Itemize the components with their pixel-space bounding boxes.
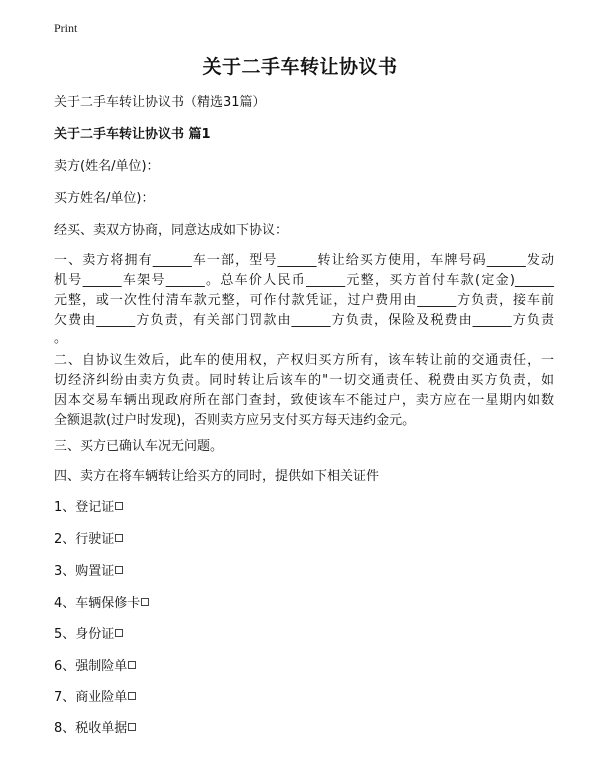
missing-glyph-icon	[141, 598, 149, 606]
missing-glyph-icon	[115, 629, 123, 637]
list-item	[54, 593, 554, 614]
intro-paragraph: 经买、卖双方协商，同意达成如下协议：	[54, 223, 289, 238]
section-heading: 关于二手车转让协议书 篇1	[54, 127, 211, 142]
missing-glyph-icon	[128, 661, 136, 669]
list-item	[54, 718, 554, 739]
list-item-label: 6、强制险单	[54, 659, 128, 674]
list-item-label: 4、车辆保修卡	[54, 596, 141, 611]
list-item-label: 1、登记证	[54, 500, 115, 515]
print-link[interactable]: Print	[54, 21, 78, 35]
document-subtitle: 关于二手车转让协议书（精选31篇）	[54, 95, 266, 110]
list-item-label: 7、商业险单	[54, 690, 128, 705]
document-title: 关于二手车转让协议书	[202, 56, 398, 78]
list-item-label: 3、购置证	[54, 564, 115, 579]
list-item-label: 2、行驶证	[54, 532, 115, 547]
list-item-label: 8、税收单据	[54, 721, 128, 736]
buyer-line: 买方姓名/单位)：	[54, 191, 155, 206]
list-item	[54, 561, 554, 582]
list-item	[54, 624, 554, 645]
clause2-line: 切经济纠纷由卖方负责。同时转让后该车的"一切交通责任、税费由买方负责，如	[54, 373, 554, 388]
list-item	[54, 497, 554, 518]
clause2-line: 二、自协议生效后，此车的使用权，产权归买方所有，该车转让前的交通责任，一	[54, 353, 554, 368]
clause4-paragraph: 四、卖方在将车辆转让给买方的同时，提供如下相关证件	[54, 469, 380, 484]
missing-glyph-icon	[128, 723, 136, 731]
clause3-paragraph: 三、买方已确认车况无问题。	[54, 439, 224, 454]
list-item	[54, 656, 554, 677]
missing-glyph-icon	[115, 566, 123, 574]
seller-line: 卖方(姓名/单位)：	[54, 159, 160, 174]
missing-glyph-icon	[115, 534, 123, 542]
clause1-line: 一、卖方将拥有______车一部，型号______转让给买方使用，车牌号码______发动	[54, 253, 554, 268]
clause1-line: 欠费由______方负责，有关部门罚款由______方负责，保险及税费由______方负责	[54, 313, 554, 328]
clause2-line: 全额退款(过户时发现)，否则卖方应另支付买方每天违约金元。	[54, 413, 416, 428]
clause2-line: 因本交易车辆出现政府所在部门查封，致使该车不能过户，卖方应在一星期内如数	[54, 393, 554, 408]
list-item	[54, 529, 554, 550]
clause1-line: 元整，或一次性付清车款元整，可作付款凭证，过户费用由______方负责，接车前	[54, 293, 554, 308]
clause1-line: 机号______车架号______。总车价人民币______元整，买方首付车款(定金)______	[54, 273, 554, 288]
clause1-line: 。	[54, 331, 68, 346]
list-item-label: 5、身份证	[54, 627, 115, 642]
missing-glyph-icon	[128, 692, 136, 700]
missing-glyph-icon	[115, 502, 123, 510]
list-item	[54, 687, 554, 708]
